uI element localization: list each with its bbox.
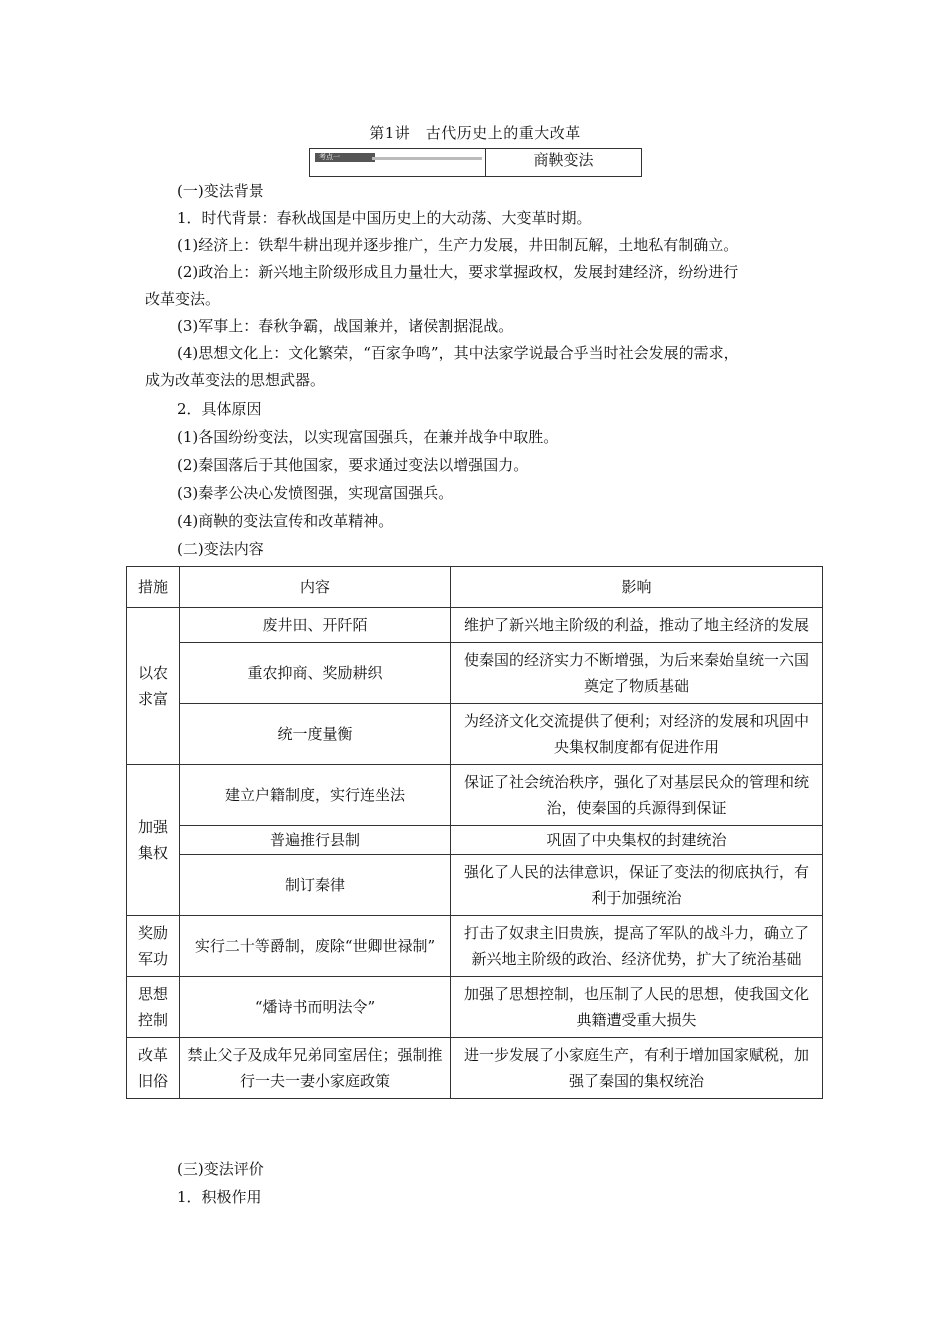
content-cell: 普遍推行县制 xyxy=(180,826,451,855)
content-cell: 建立户籍制度，实行连坐法 xyxy=(180,765,451,826)
content-cell: 重农抑商、奖励耕织 xyxy=(180,643,451,704)
table-row xyxy=(127,704,823,765)
page-title: 第1讲 古代历史上的重大改革 xyxy=(369,124,581,142)
header-content: 内容 xyxy=(180,567,451,608)
impact-cell: 维护了新兴地主阶级的利益，推动了地主经济的发展 xyxy=(451,608,823,643)
paragraph-specific-reasons: 2．具体原因 xyxy=(177,400,262,418)
reason-4: (4)商鞅的变法宣传和改革精神。 xyxy=(177,512,394,530)
table-row xyxy=(127,826,823,855)
paragraph-culture-line2: 成为改革变法的思想武器。 xyxy=(145,371,326,389)
impact-cell: 进一步发展了小家庭生产，有利于增加国家赋税，加强了秦国的集权统治 xyxy=(451,1038,823,1099)
impact-cell: 强化了人民的法律意识，保证了变法的彻底执行，有利于加强统治 xyxy=(451,855,823,916)
topic-header-box xyxy=(309,148,642,177)
impact-cell: 使秦国的经济实力不断增强，为后来秦始皇统一六国奠定了物质基础 xyxy=(451,643,823,704)
reason-3: (3)秦孝公决心发愤图强，实现富国强兵。 xyxy=(177,484,454,502)
impact-cell: 为经济文化交流提供了便利；对经济的发展和巩固中央集权制度都有促进作用 xyxy=(451,704,823,765)
table-row xyxy=(127,608,823,643)
header-impact: 影响 xyxy=(451,567,823,608)
reason-2: (2)秦国落后于其他国家，要求通过变法以增强国力。 xyxy=(177,456,529,474)
section-heading-evaluation: (三)变法评价 xyxy=(177,1160,264,1178)
content-cell: “燔诗书而明法令” xyxy=(180,977,451,1038)
header-measure: 措施 xyxy=(127,567,180,608)
topic-name: 商鞅变法 xyxy=(533,151,594,169)
measure-cell: 思想控制 xyxy=(127,977,180,1038)
table-row xyxy=(127,916,823,977)
reason-1: (1)各国纷纷变法，以实现富国强兵，在兼并战争中取胜。 xyxy=(177,428,559,446)
table-row xyxy=(127,765,823,826)
paragraph-culture-line1: (4)思想文化上：文化繁荣，“百家争鸣”，其中法家学说最合乎当时社会发展的需求， xyxy=(177,344,739,362)
impact-cell: 加强了思想控制，也压制了人民的思想，使我国文化典籍遭受重大损失 xyxy=(451,977,823,1038)
paragraph-military: (3)军事上：春秋争霸，战国兼并，诸侯割据混战。 xyxy=(177,317,514,335)
content-cell: 禁止父子及成年兄弟同室居住；强制推行一夫一妻小家庭政策 xyxy=(180,1038,451,1099)
content-cell: 制订秦律 xyxy=(180,855,451,916)
paragraph-positive-effects: 1．积极作用 xyxy=(177,1188,262,1206)
content-cell: 废井田、开阡陌 xyxy=(180,608,451,643)
measure-cell: 改革旧俗 xyxy=(127,1038,180,1099)
measure-cell: 加强集权 xyxy=(127,765,180,916)
table-row xyxy=(127,855,823,916)
reform-content-table xyxy=(126,566,823,1099)
table-header-row xyxy=(127,567,823,608)
impact-cell: 打击了奴隶主旧贵族，提高了军队的战斗力，确立了新兴地主阶级的政治、经济优势，扩大了统治基础 xyxy=(451,916,823,977)
paragraph-politics-line1: (2)政治上：新兴地主阶级形成且力量壮大，要求掌握政权，发展封建经济，纷纷进行 xyxy=(177,263,739,281)
paragraph-economy: (1)经济上：铁犁牛耕出现并逐步推广，生产力发展，井田制瓦解，土地私有制确立。 xyxy=(177,236,739,254)
paragraph-era-background: 1．时代背景：春秋战国是中国历史上的大动荡、大变革时期。 xyxy=(177,209,592,227)
measure-cell: 以农求富 xyxy=(127,608,180,765)
table-row xyxy=(127,977,823,1038)
topic-tag-cell xyxy=(310,149,486,176)
content-cell: 实行二十等爵制，废除“世卿世禄制” xyxy=(180,916,451,977)
impact-cell: 保证了社会统治秩序，强化了对基层民众的管理和统治，使秦国的兵源得到保证 xyxy=(451,765,823,826)
table-row xyxy=(127,643,823,704)
topic-tag-label: 考点一 xyxy=(315,153,375,162)
impact-cell: 巩固了中央集权的封建统治 xyxy=(451,826,823,855)
section-heading-background: (一)变法背景 xyxy=(177,182,264,200)
content-cell: 统一度量衡 xyxy=(180,704,451,765)
topic-tag-bar xyxy=(372,157,482,160)
table-row xyxy=(127,1038,823,1099)
section-heading-content: (二)变法内容 xyxy=(177,540,264,558)
measure-cell: 奖励军功 xyxy=(127,916,180,977)
paragraph-politics-line2: 改革变法。 xyxy=(145,290,221,308)
